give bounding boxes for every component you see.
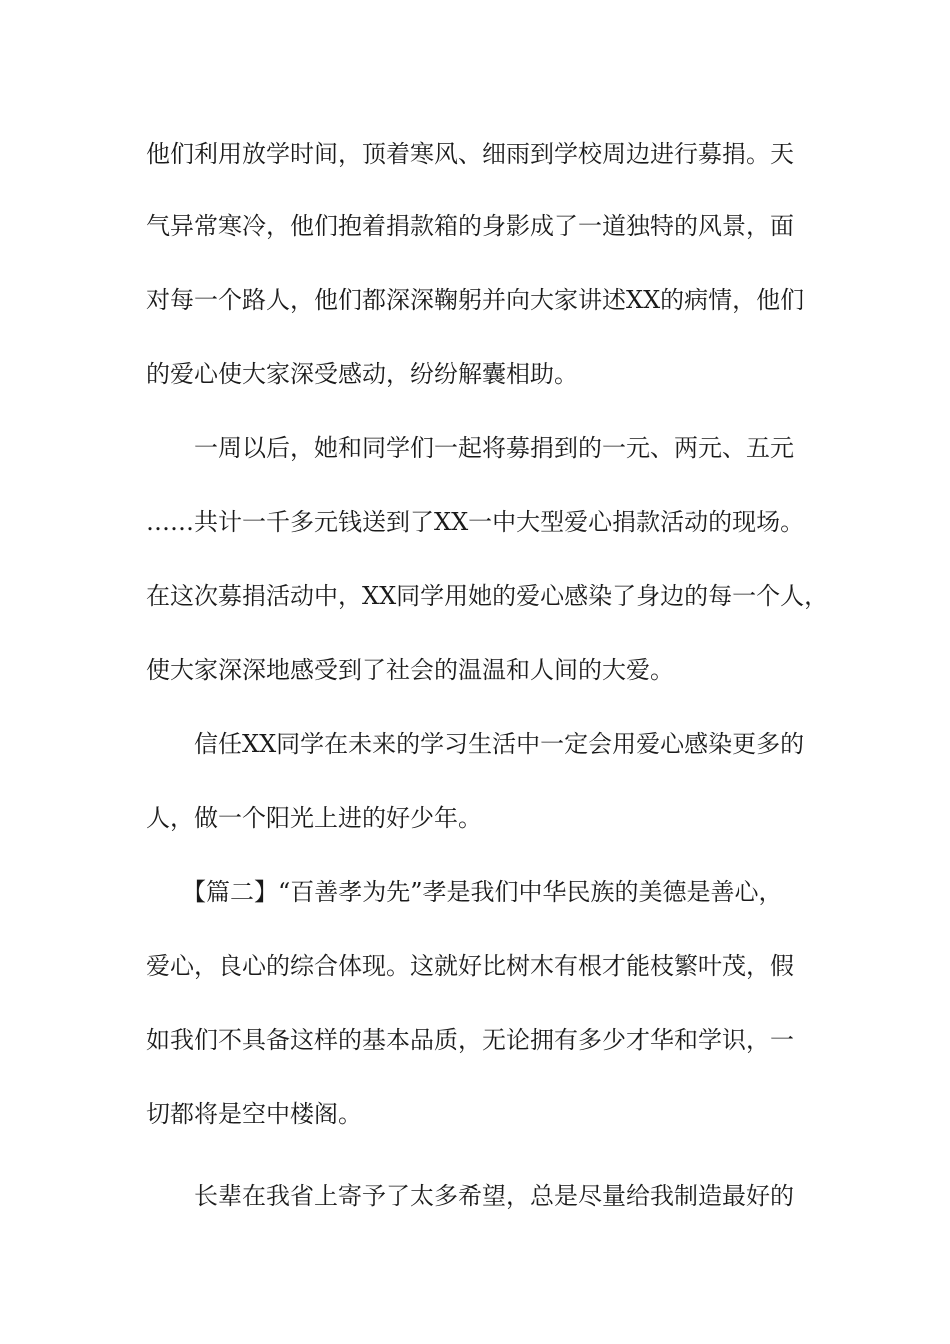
paragraph-5-line-1: 长辈在我省上寄予了太多希望，总是尽量给我制造最好的 (194, 1182, 794, 1210)
paragraph-4-line-1: 【篇二】“百善孝为先”孝是我们中华民族的美德是善心， (182, 878, 783, 906)
paragraph-2-line-2: ……共计一千多元钱送到了XX一中大型爱心捐款活动的现场。 (146, 508, 805, 536)
paragraph-1-line-3: 对每一个路人，他们都深深鞠躬并向大家讲述XX的病情，他们 (146, 286, 805, 314)
paragraph-1-line-4: 的爱心使大家深受感动，纷纷解囊相助。 (146, 360, 578, 388)
paragraph-4-line-2: 爱心，良心的综合体现。这就好比树木有根才能枝繁叶茂，假 (146, 952, 794, 980)
paragraph-2-line-3: 在这次募捐活动中，XX同学用她的爱心感染了身边的每一个人， (146, 582, 829, 610)
paragraph-4-line-3: 如我们不具备这样的基本品质，无论拥有多少才华和学识，一 (146, 1026, 794, 1054)
paragraph-2-line-4: 使大家深深地感受到了社会的温温和人间的大爱。 (146, 656, 674, 684)
paragraph-3-line-2: 人，做一个阳光上进的好少年。 (146, 804, 482, 832)
paragraph-1-line-2: 气异常寒冷，他们抱着捐款箱的身影成了一道独特的风景，面 (146, 212, 794, 240)
paragraph-3-line-1: 信任XX同学在未来的学习生活中一定会用爱心感染更多的 (194, 730, 805, 758)
paragraph-1-line-1: 他们利用放学时间，顶着寒风、细雨到学校周边进行募捐。天 (146, 140, 794, 168)
paragraph-4-line-4: 切都将是空中楼阁。 (146, 1100, 362, 1128)
paragraph-2-line-1: 一周以后，她和同学们一起将募捐到的一元、两元、五元 (194, 434, 794, 462)
